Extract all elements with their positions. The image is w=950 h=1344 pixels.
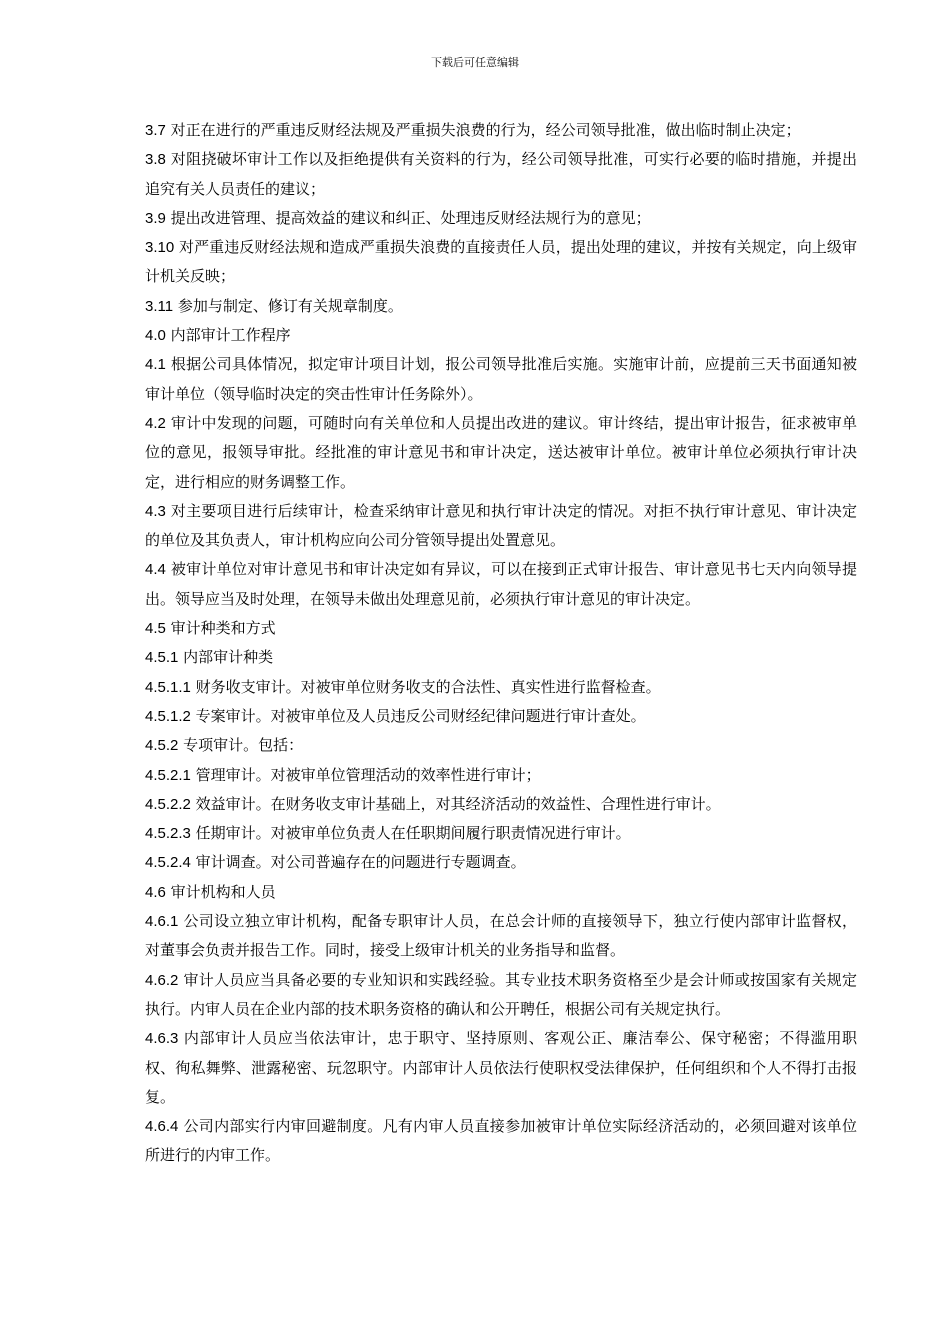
section-number: 4.5.1.1	[145, 678, 191, 696]
section-number: 3.9	[145, 209, 166, 227]
section-number: 3.10	[145, 239, 175, 257]
section-number: 4.1	[145, 356, 166, 374]
paragraph	[145, 643, 857, 672]
paragraph-text: 内部审计工作程序	[165, 326, 291, 345]
section-number: 3.8	[145, 151, 166, 169]
page-header: 下载后可任意编辑	[431, 56, 519, 69]
section-number: 4.6	[145, 883, 166, 901]
paragraph-text: 对阻挠破坏审计工作以及拒绝提供有关资料的行为，经公司领导批准，可实行必要的临时措施，并提出追究有关人员责任的建议；	[145, 150, 857, 198]
paragraph	[145, 555, 857, 614]
section-number: 4.3	[145, 502, 166, 520]
paragraph-text: 审计调查。对公司普遍存在的问题进行专题调查。	[190, 853, 526, 872]
paragraph	[145, 292, 857, 321]
paragraph-text: 任期审计。对被审单位负责人在任职期间履行职责情况进行审计。	[190, 824, 631, 843]
paragraph-text: 根据公司具体情况，拟定审计项目计划，报公司领导批准后实施。实施审计前，应提前三天书面通知被审计单位（领导临时决定的突击性审计任务除外）。	[145, 355, 857, 403]
paragraph	[145, 966, 857, 1025]
paragraph-text: 被审计单位对审计意见书和审计决定如有异议，可以在接到正式审计报告、审计意见书七天内向领导提出。领导应当及时处理，在领导未做出处理意见前，必须执行审计意见的审计决定。	[145, 560, 857, 608]
section-number: 4.5.2.3	[145, 825, 191, 843]
paragraph	[145, 819, 857, 848]
section-number: 4.6.3	[145, 1030, 179, 1048]
paragraph	[145, 1112, 857, 1171]
paragraph	[145, 790, 857, 819]
paragraph	[145, 702, 857, 731]
paragraph	[145, 409, 857, 497]
section-number: 4.5.2.2	[145, 795, 191, 813]
paragraph	[145, 321, 857, 350]
paragraph-text: 对严重违反财经法规和造成严重损失浪费的直接责任人员，提出处理的建议，并按有关规定，向上级审计机关反映；	[145, 238, 857, 286]
paragraph-text: 审计人员应当具备必要的专业知识和实践经验。其专业技术职务资格至少是会计师或按国家有关规定执行。内审人员在企业内部的技术职务资格的确认和公开聘任，根据公司有关规定执行。	[145, 970, 857, 1018]
section-number: 4.5	[145, 620, 166, 638]
paragraph	[145, 731, 857, 760]
paragraph	[145, 848, 857, 877]
paragraph-text: 管理审计。对被审单位管理活动的效率性进行审计；	[190, 765, 541, 784]
paragraph-text: 内部审计种类	[178, 648, 274, 667]
paragraph-text: 参加与制定、修订有关规章制度。	[173, 296, 403, 315]
paragraph-text: 对主要项目进行后续审计，检查采纳审计意见和执行审计决定的情况。对拒不执行审计意见、审计决定的单位及其负责人，审计机构应向公司分管领导提出处置意见。	[145, 501, 857, 550]
section-number: 4.6.2	[145, 971, 179, 989]
paragraph-text: 内部审计人员应当依法审计，忠于职守、坚持原则、客观公正、廉洁奉公、保守秘密；不得滥用职权、徇私舞弊、泄露秘密、玩忽职守。内部审计人员依法行使职权受法律保护，任何组织和个人不得打击报复。	[145, 1029, 857, 1106]
section-number: 4.5.2.4	[145, 854, 191, 872]
paragraph-text: 审计中发现的问题，可随时向有关单位和人员提出改进的建议。审计终结，提出审计报告，征求被审单位的意见，报领导审批。经批准的审计意见书和审计决定，送达被审计单位。被审计单位必须执行审计决定，进行相应的财务调整工作。	[145, 413, 857, 491]
paragraph-text: 公司设立独立审计机构，配备专职审计人员，在总会计师的直接领导下，独立行使内部审计监督权，对董事会负责并报告工作。同时，接受上级审计机关的业务指导和监督。	[145, 912, 857, 960]
section-number: 4.0	[145, 327, 166, 345]
paragraph	[145, 878, 857, 907]
paragraph	[145, 497, 857, 556]
section-number: 4.4	[145, 561, 166, 579]
paragraph	[145, 145, 857, 204]
section-number: 4.5.1.2	[145, 707, 191, 725]
section-number: 4.5.2.1	[145, 766, 191, 784]
paragraph-text: 专项审计。包括：	[178, 736, 304, 755]
paragraph-text: 财务收支审计。对被审单位财务收支的合法性、真实性进行监督检查。	[190, 677, 661, 696]
paragraph-text: 专案审计。对被审单位及人员违反公司财经纪律问题进行审计查处。	[190, 706, 646, 725]
section-number: 4.6.1	[145, 913, 179, 931]
paragraph-text: 效益审计。在财务收支审计基础上，对其经济活动的效益性、合理性进行审计。	[190, 794, 721, 813]
paragraph	[145, 233, 857, 292]
paragraph-text: 提出改进管理、提高效益的建议和纠正、处理违反财经法规行为的意见；	[165, 208, 651, 227]
section-number: 4.5.1	[145, 649, 179, 667]
section-number: 3.7	[145, 122, 166, 139]
section-number: 4.5.2	[145, 737, 179, 755]
section-number: 3.11	[145, 297, 174, 315]
paragraph	[145, 350, 857, 409]
paragraph	[145, 907, 857, 966]
paragraph-text: 公司内部实行内审回避制度。凡有内审人员直接参加被审计单位实际经济活动的，必须回避对该单位所进行的内审工作。	[145, 1117, 857, 1165]
paragraph	[145, 761, 857, 790]
paragraph	[145, 614, 857, 643]
paragraph	[145, 204, 857, 233]
paragraph-text: 审计种类和方式	[165, 619, 276, 638]
document-body	[145, 116, 857, 1171]
paragraph-text: 审计机构和人员	[165, 882, 276, 901]
paragraph	[145, 116, 857, 145]
paragraph	[145, 673, 857, 702]
section-number: 4.6.4	[145, 1118, 179, 1136]
section-number: 4.2	[145, 414, 166, 432]
paragraph	[145, 1024, 857, 1112]
paragraph-text: 对正在进行的严重违反财经法规及严重损失浪费的行为，经公司领导批准，做出临时制止决定；	[165, 121, 801, 139]
